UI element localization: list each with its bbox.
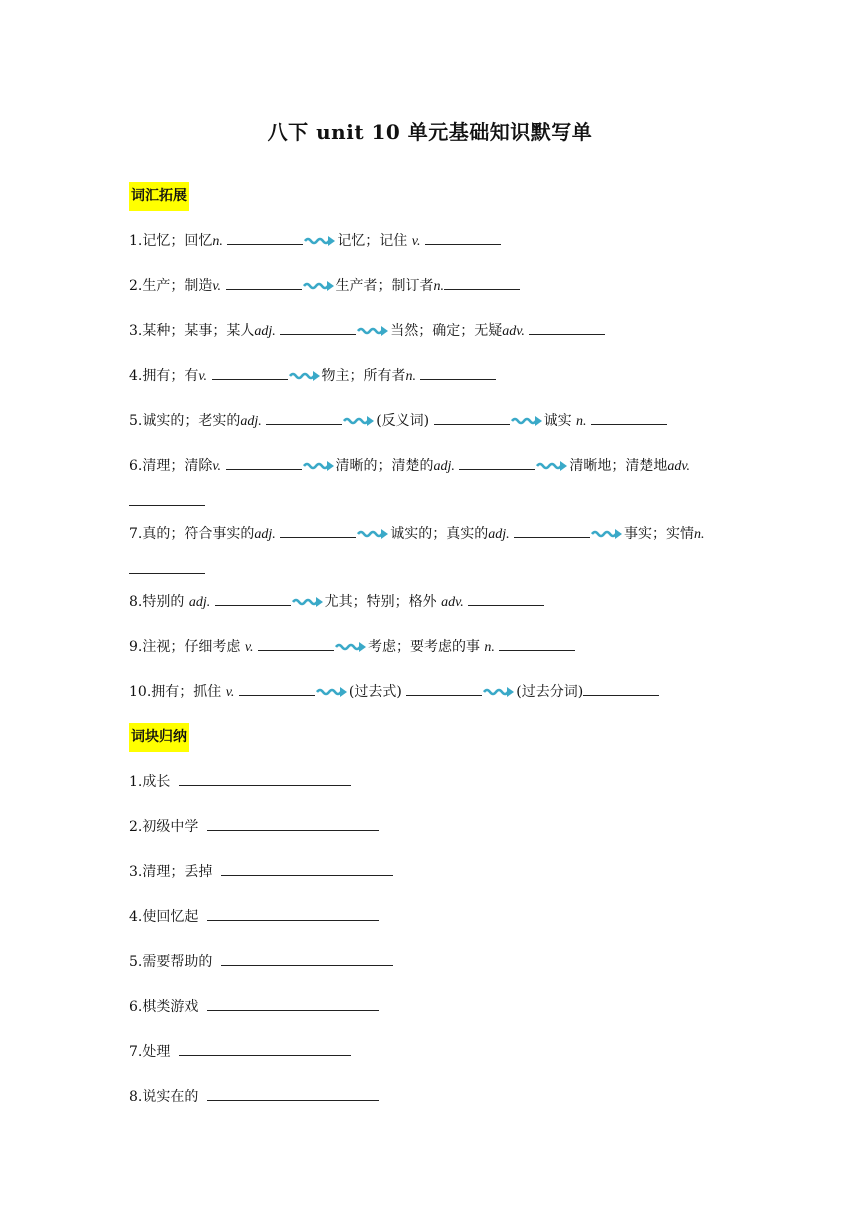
answer-blank[interactable] <box>215 591 291 606</box>
answer-blank[interactable] <box>239 681 315 696</box>
answer-blank[interactable] <box>179 1041 351 1056</box>
wavy-arrow-icon <box>316 686 348 698</box>
phrase-7-text: 7.处理 <box>129 1044 171 1060</box>
pos-label: v. <box>198 369 208 384</box>
answer-blank[interactable] <box>207 816 379 831</box>
pos-label: adj. <box>188 595 211 610</box>
phrase-2-text: 2.初级中学 <box>129 819 199 835</box>
pos-label: n. <box>576 414 587 429</box>
answer-blank[interactable] <box>420 365 496 380</box>
page-title: 八下 unit 10 单元基础知识默写单 <box>267 120 593 144</box>
wavy-arrow-icon <box>483 686 515 698</box>
vocab-5-text: 5.诚实的；老实的 <box>129 413 241 429</box>
phrase-5-text: 5.需要帮助的 <box>129 954 213 970</box>
answer-blank[interactable] <box>129 559 205 574</box>
vocab-10-past-label: (过去式) <box>348 684 402 700</box>
vocab-item-7-wrap <box>129 559 205 578</box>
vocab-8-derived: 尤其；特别；格外 <box>324 594 437 610</box>
vocab-9-text: 9.注视；仔细考虑 <box>129 639 241 655</box>
vocab-item-10 <box>129 681 659 703</box>
phrase-8-text: 8.说实在的 <box>129 1089 199 1105</box>
phrase-item-6 <box>129 996 379 1017</box>
answer-blank[interactable] <box>280 320 356 335</box>
vocab-10-text: 10.拥有；抓住 <box>129 684 222 700</box>
pos-label: adv. <box>441 595 464 610</box>
wavy-arrow-icon <box>591 528 623 540</box>
wavy-arrow-icon <box>303 460 335 472</box>
vocab-item-6-wrap <box>129 491 205 510</box>
phrase-item-7 <box>129 1041 351 1062</box>
vocab-6-derived: 清晰的；清楚的 <box>335 458 434 474</box>
pos-label: adv. <box>667 459 691 474</box>
answer-blank[interactable] <box>129 491 205 506</box>
answer-blank[interactable] <box>226 275 302 290</box>
wavy-arrow-icon <box>511 415 543 427</box>
vocab-5-antonym-label: (反义词) <box>376 413 430 429</box>
wavy-arrow-icon <box>304 235 336 247</box>
answer-blank[interactable] <box>434 410 510 425</box>
vocab-section-heading: 词汇拓展 <box>129 182 189 211</box>
vocab-item-2 <box>129 275 520 297</box>
wavy-arrow-icon <box>357 325 389 337</box>
answer-blank[interactable] <box>591 410 667 425</box>
answer-blank[interactable] <box>266 410 342 425</box>
pos-label: n. <box>694 527 705 542</box>
phrase-item-4 <box>129 906 379 927</box>
vocab-item-5 <box>129 410 667 432</box>
phrase-item-8 <box>129 1086 379 1107</box>
phrase-1-text: 1.成长 <box>129 774 171 790</box>
vocab-item-8 <box>129 591 544 613</box>
vocab-item-3 <box>129 320 605 342</box>
pos-label: v. <box>225 685 235 700</box>
pos-label: n. <box>433 279 444 294</box>
pos-label: adj. <box>254 324 276 339</box>
phrase-item-3 <box>129 861 393 882</box>
pos-label: v. <box>411 234 421 249</box>
pos-label: n. <box>405 369 416 384</box>
vocab-item-4 <box>129 365 496 387</box>
vocab-2-derived: 生产者；制订者 <box>335 278 434 294</box>
vocab-4-derived: 物主；所有者 <box>321 368 406 384</box>
answer-blank[interactable] <box>280 523 356 538</box>
answer-blank[interactable] <box>444 275 520 290</box>
answer-blank[interactable] <box>529 320 605 335</box>
vocab-3-text: 3.某种；某事；某人 <box>129 323 255 339</box>
phrase-item-1 <box>129 771 351 792</box>
pos-label: adj. <box>240 414 262 429</box>
answer-blank[interactable] <box>258 636 334 651</box>
pos-label: adj. <box>254 527 276 542</box>
vocab-8-text: 8.特别的 <box>129 594 185 610</box>
vocab-3-derived: 当然；确定；无疑 <box>390 323 503 339</box>
vocab-4-text: 4.拥有；有 <box>129 368 199 384</box>
answer-blank[interactable] <box>425 230 501 245</box>
answer-blank[interactable] <box>221 951 393 966</box>
vocab-1-derived: 记忆；记住 <box>337 233 408 249</box>
pos-label: v. <box>212 279 222 294</box>
phrase-item-5 <box>129 951 393 972</box>
vocab-10-pp-label: (过去分词) <box>516 684 584 700</box>
pos-label: v. <box>212 459 222 474</box>
vocab-7-derived-2: 事实；实情 <box>624 526 695 542</box>
answer-blank[interactable] <box>406 681 482 696</box>
wavy-arrow-icon <box>343 415 375 427</box>
answer-blank[interactable] <box>207 906 379 921</box>
wavy-arrow-icon <box>357 528 389 540</box>
phrase-4-text: 4.使回忆起 <box>129 909 199 925</box>
answer-blank[interactable] <box>499 636 575 651</box>
answer-blank[interactable] <box>227 230 303 245</box>
wavy-arrow-icon <box>289 370 321 382</box>
phrase-item-2 <box>129 816 379 837</box>
answer-blank[interactable] <box>212 365 288 380</box>
vocab-item-1 <box>129 230 501 252</box>
pos-label: adj. <box>488 527 510 542</box>
answer-blank[interactable] <box>514 523 590 538</box>
answer-blank[interactable] <box>459 455 535 470</box>
answer-blank[interactable] <box>221 861 393 876</box>
vocab-item-7 <box>129 523 705 545</box>
phrase-6-text: 6.棋类游戏 <box>129 999 199 1015</box>
vocab-1-text: 1.记忆；回忆 <box>129 233 213 249</box>
vocab-item-6 <box>129 455 690 477</box>
pos-label: n. <box>212 234 223 249</box>
vocab-6-text: 6.清理；清除 <box>129 458 213 474</box>
pos-label: n. <box>484 640 495 655</box>
vocab-9-derived: 考虑；要考虑的事 <box>367 639 480 655</box>
wavy-arrow-icon <box>335 641 367 653</box>
wavy-arrow-icon <box>536 460 568 472</box>
wavy-arrow-icon <box>292 596 324 608</box>
pos-label: v. <box>244 640 254 655</box>
answer-blank[interactable] <box>179 771 351 786</box>
vocab-7-text: 7.真的；符合事实的 <box>129 526 255 542</box>
vocab-7-derived: 诚实的；真实的 <box>390 526 489 542</box>
answer-blank[interactable] <box>207 996 379 1011</box>
wavy-arrow-icon <box>303 280 335 292</box>
vocab-2-text: 2.生产；制造 <box>129 278 213 294</box>
phrase-section-heading: 词块归纳 <box>129 723 189 752</box>
answer-blank[interactable] <box>207 1086 379 1101</box>
answer-blank[interactable] <box>468 591 544 606</box>
phrase-3-text: 3.清理；丢掉 <box>129 864 213 880</box>
answer-blank[interactable] <box>583 681 659 696</box>
answer-blank[interactable] <box>226 455 302 470</box>
pos-label: adv. <box>502 324 525 339</box>
vocab-5-derived: 诚实 <box>543 413 572 429</box>
pos-label: adj. <box>433 459 455 474</box>
vocab-item-9 <box>129 636 575 658</box>
vocab-6-derived-2: 清晰地；清楚地 <box>569 458 668 474</box>
